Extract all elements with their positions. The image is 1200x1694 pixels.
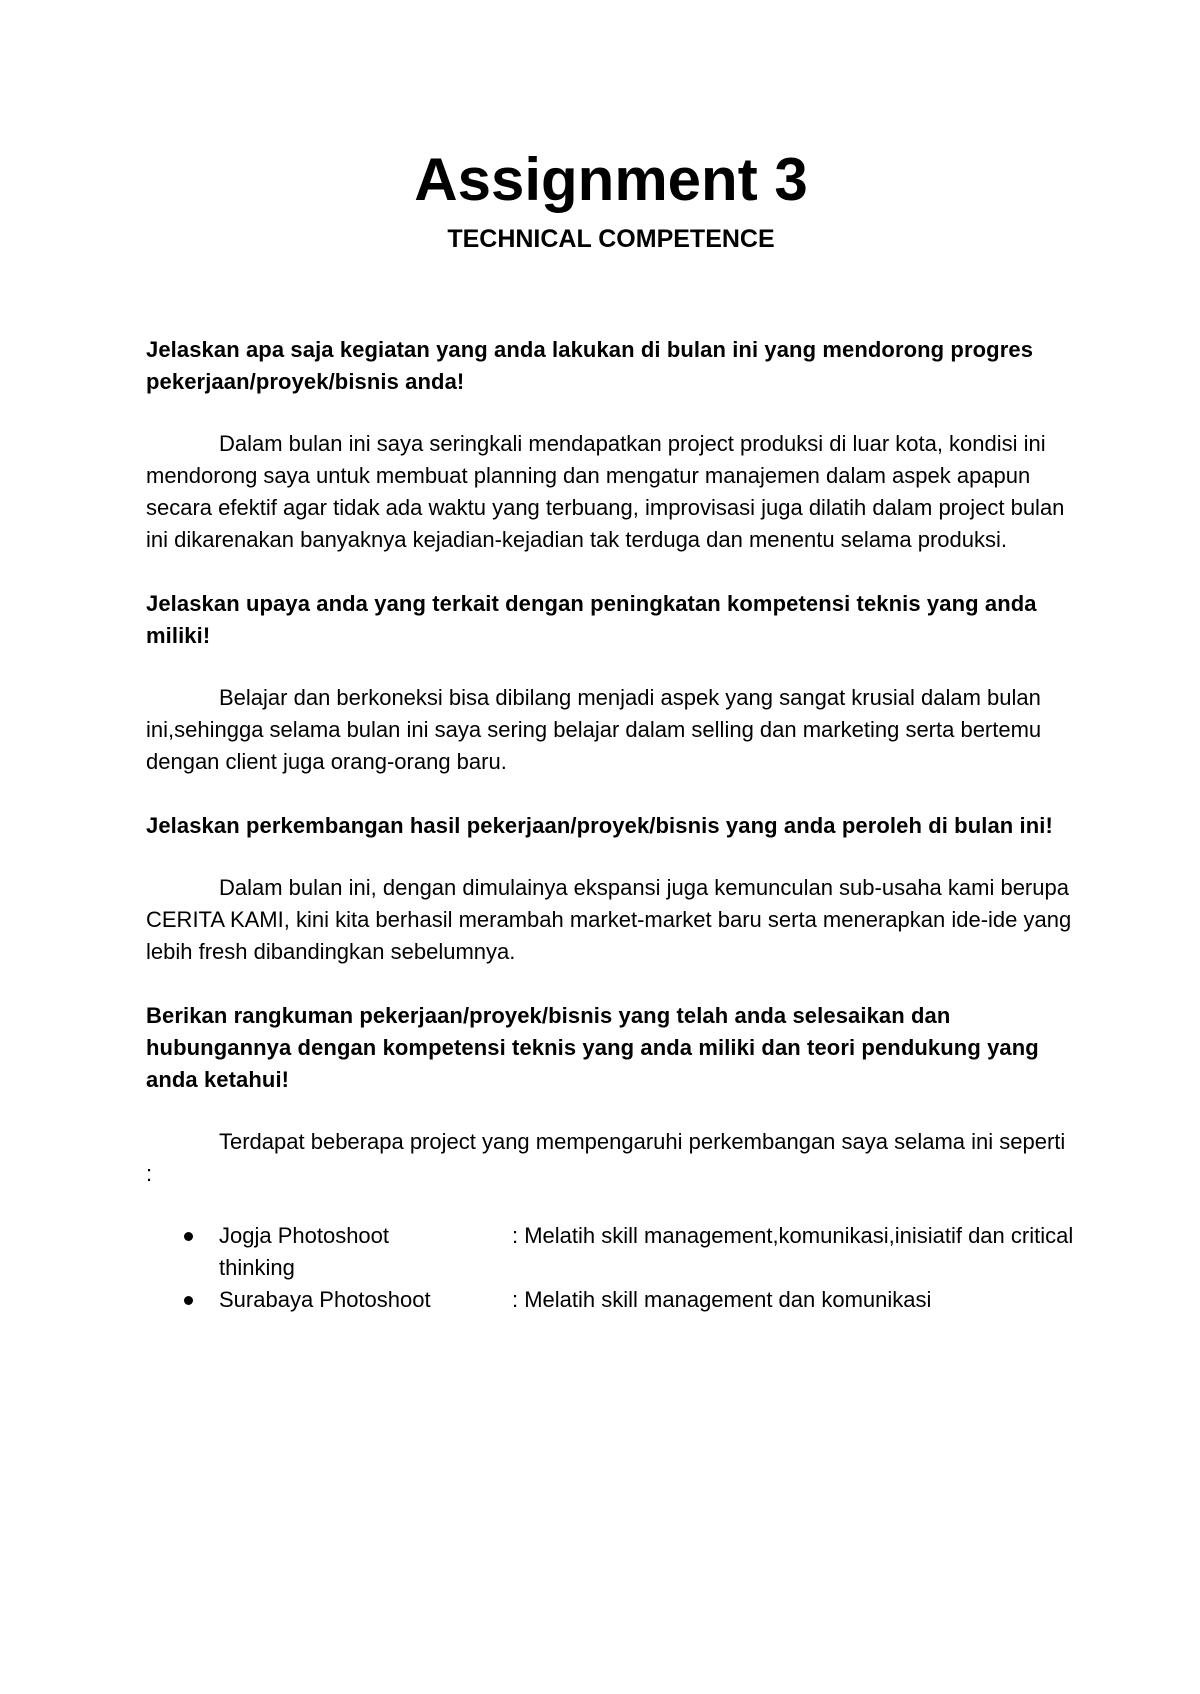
question-4: Berikan rangkuman pekerjaan/proyek/bisnis yang telah anda selesaikan dan hubungannya dengan kompetensi teknis yang anda miliki dan teori pendukung yang anda ketahui! <box>146 1003 1039 1092</box>
answer-2: Belajar dan berkoneksi bisa dibilang menjadi aspek yang sangat krusial dalam bulan ini,sehingga selama bulan ini saya sering belajar dalam selling dan marketing serta bertemu dengan client juga orang-orang baru. <box>146 685 1042 774</box>
answer-1: Dalam bulan ini saya seringkali mendapatkan project produksi di luar kota, kondisi ini mendorong saya untuk membuat planning dan mengatur manajemen dalam aspek apapun secara efektif agar tidak ada waktu yang terbuang, improvisasi juga dilatih dalam project bulan ini dikarenakan banyaknya kejadian-kejadian tak terduga dan menentu selama produksi. <box>146 431 1065 552</box>
project-list <box>146 1220 1076 1316</box>
project-description: : Melatih skill management,komunikasi,inisiatif dan critical thinking <box>219 1223 1074 1280</box>
bullet-icon <box>184 1296 193 1305</box>
project-entry <box>219 1284 1076 1316</box>
document-content <box>146 140 1076 1316</box>
project-name: Surabaya Photoshoot <box>219 1287 431 1312</box>
list-item <box>146 1284 1076 1316</box>
document-subtitle: TECHNICAL COMPETENCE <box>447 225 775 253</box>
project-name: Jogja Photoshoot <box>219 1223 390 1248</box>
bullet-icon <box>184 1232 193 1241</box>
list-item <box>146 1220 1076 1284</box>
document-title: Assignment 3 <box>414 146 808 213</box>
question-2: Jelaskan upaya anda yang terkait dengan peningkatan kompetensi teknis yang anda miliki! <box>146 591 1037 648</box>
project-entry <box>219 1220 1076 1284</box>
answer-4: Terdapat beberapa project yang mempengaruhi perkembangan saya selama ini seperti : <box>146 1129 1066 1186</box>
project-description: : Melatih skill management dan komunikasi <box>512 1287 932 1312</box>
question-3: Jelaskan perkembangan hasil pekerjaan/proyek/bisnis yang anda peroleh di bulan ini! <box>146 813 1053 838</box>
question-1: Jelaskan apa saja kegiatan yang anda lakukan di bulan ini yang mendorong progres pekerjaan/proyek/bisnis anda! <box>146 337 1034 394</box>
answer-3: Dalam bulan ini, dengan dimulainya ekspansi juga kemunculan sub-usaha kami berupa CERITA KAMI, kini kita berhasil merambah market-market baru serta menerapkan ide-ide yang lebih fresh dibandingkan sebelumnya. <box>146 875 1072 964</box>
